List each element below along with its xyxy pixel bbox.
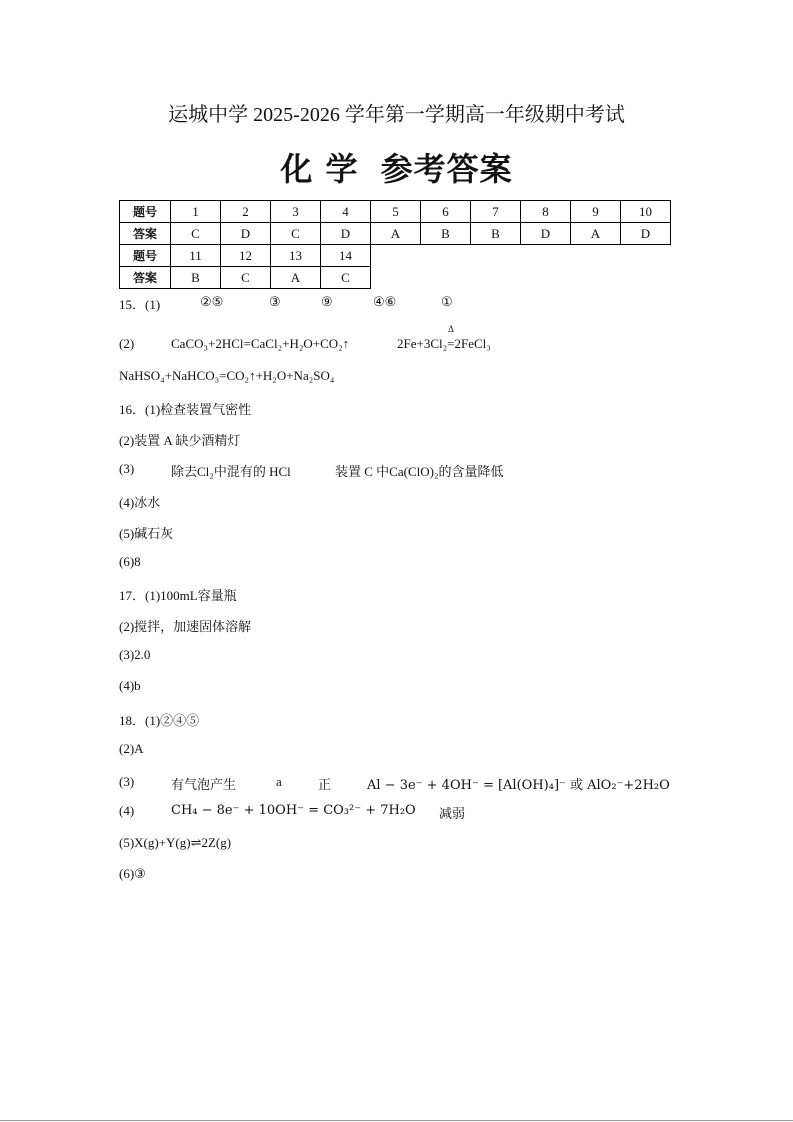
q15-line1 <box>119 294 453 313</box>
q17-line3: (3)2.0 <box>119 647 151 662</box>
row-label: 答案 <box>120 267 171 289</box>
equation: CH₄ − 8e⁻ + 10OH⁻ = CO₃²⁻ + 7H₂O <box>171 803 416 818</box>
q18-answer: 有气泡产生 <box>171 777 237 792</box>
q18-line5: (5)X(g)+Y(g)⇌2Z(g) <box>119 835 232 850</box>
table-cell: 11 <box>171 245 221 267</box>
table-cell: 9 <box>571 201 621 223</box>
row-label: 题号 <box>120 201 171 223</box>
row-label: 题号 <box>120 245 171 267</box>
q16-answer: 除去Cl₂中混有的 HCl <box>171 464 291 479</box>
table-cell: C <box>271 223 321 245</box>
table-row <box>120 267 671 289</box>
q15-line2 <box>119 324 491 352</box>
q18-line6: (6)③ <box>119 866 146 881</box>
delta-symbol: Δ <box>448 324 454 334</box>
answer-table <box>119 200 671 289</box>
page-title <box>0 144 793 190</box>
q18-p4-label: (4) <box>119 803 135 818</box>
q17-line1: 17．(1)100mL容量瓶 <box>119 588 237 603</box>
table-row <box>120 223 671 245</box>
table-cell: A <box>571 223 621 245</box>
row-label: 答案 <box>120 223 171 245</box>
q18-answer: 减弱 <box>439 806 466 821</box>
q17-line2: (2)搅拌，加速固体溶解 <box>119 619 252 634</box>
q16-line6: (6)8 <box>119 554 141 569</box>
title-main: 参考答案 <box>380 150 513 188</box>
table-row <box>120 201 671 223</box>
equation: NaHSO₄+NaHCO₃=CO₂↑+H₂O+Na₂SO₄ <box>119 368 335 383</box>
q17-line4: (4)b <box>119 678 141 693</box>
q18-p3-label: (3) <box>119 774 135 789</box>
q15-answer: ②⑤ <box>200 294 224 309</box>
q18-answer: a <box>276 774 282 789</box>
q18-line3 <box>119 774 670 793</box>
table-cell: A <box>271 267 321 289</box>
table-cell: 4 <box>321 201 371 223</box>
q18-line4 <box>119 803 466 821</box>
q16-line1: 16．(1)检查装置气密性 <box>119 402 252 417</box>
q16-line3 <box>119 461 504 479</box>
table-cell: B <box>171 267 221 289</box>
table-cell: B <box>421 223 471 245</box>
eq-left: 2Fe+3Cl₂ <box>397 336 448 351</box>
table-cell: 10 <box>621 201 671 223</box>
q18-line1: 18．(1)②④⑤ <box>119 713 200 728</box>
table-cell: 1 <box>171 201 221 223</box>
table-cell: 12 <box>221 245 271 267</box>
table-cell: 13 <box>271 245 321 267</box>
q18-line2: (2)A <box>119 741 144 756</box>
heat-condition <box>447 324 455 352</box>
q15-answer: ④⑥ <box>373 294 397 309</box>
table-cell: C <box>321 267 371 289</box>
eq-right: 2FeCl₃ <box>454 336 491 351</box>
table-cell: 3 <box>271 201 321 223</box>
table-cell: 5 <box>371 201 421 223</box>
q16-line5: (5)碱石灰 <box>119 526 174 541</box>
table-row <box>120 245 671 267</box>
exam-subtitle: 运城中学 2025-2026 学年第一学期高一年级期中考试 <box>168 104 625 126</box>
page-bottom-border <box>0 1120 793 1121</box>
table-cell: D <box>521 223 571 245</box>
q16-p3-label: (3) <box>119 461 135 476</box>
q15-label: 15．(1) <box>119 297 161 312</box>
title-subject: 化 学 <box>280 150 359 188</box>
q15-answer: ⑨ <box>321 294 333 309</box>
q16-line2: (2)装置 A 缺少酒精灯 <box>119 433 241 448</box>
table-cell: D <box>321 223 371 245</box>
table-cell: A <box>371 223 421 245</box>
table-cell: 6 <box>421 201 471 223</box>
table-cell: 7 <box>471 201 521 223</box>
eq-sign: = <box>447 336 455 351</box>
table-cell: B <box>471 223 521 245</box>
table-cell: 2 <box>221 201 271 223</box>
table-cell: C <box>171 223 221 245</box>
q15-answer: ③ <box>269 294 281 309</box>
table-cell: 8 <box>521 201 571 223</box>
q15-answer: ① <box>441 294 453 309</box>
table-cell: D <box>621 223 671 245</box>
table-cell: C <box>221 267 271 289</box>
q18-answer: 正 <box>318 777 332 792</box>
q16-answer: 装置 C 中Ca(ClO)₂的含量降低 <box>335 464 504 479</box>
table-cell: D <box>221 223 271 245</box>
equation <box>397 324 491 352</box>
table-cell: 14 <box>321 245 371 267</box>
q15-p2-label: (2) <box>119 336 135 351</box>
equation: Al − 3e⁻ + 4OH⁻ = [Al(OH)₄]⁻ 或 AlO₂⁻+2H₂O <box>367 778 670 793</box>
q16-line4: (4)冰水 <box>119 495 161 510</box>
equation: CaCO₃+2HCl=CaCl₂+H₂O+CO₂↑ <box>171 336 350 351</box>
